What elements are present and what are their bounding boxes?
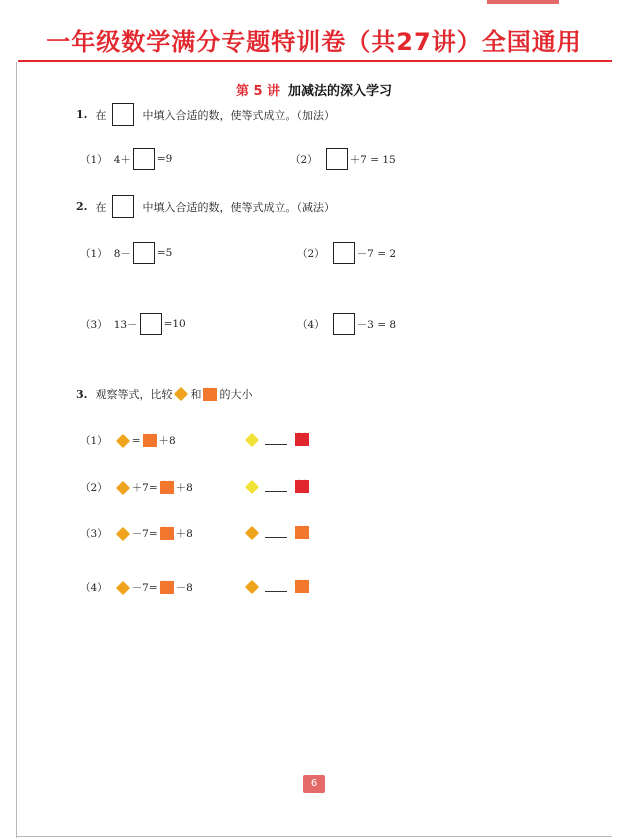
equation-2-2 [297, 242, 396, 264]
equation-label: （2） [80, 482, 108, 494]
heart-icon [295, 580, 309, 593]
answer-box-example [112, 195, 134, 218]
equation-operator: －7= [131, 582, 158, 594]
equation-operator: = [131, 434, 141, 447]
page-frame-bottom [16, 836, 612, 837]
compare-equation-1 [80, 433, 176, 448]
lesson-heading [0, 80, 628, 99]
answer-blank[interactable] [265, 435, 287, 445]
answer-box[interactable] [133, 242, 155, 264]
equation-label: （1） [80, 247, 108, 260]
equation-right: －7 = 2 [356, 247, 397, 260]
equation-label: （4） [297, 318, 325, 331]
diamond-icon [174, 387, 188, 401]
answer-blank[interactable] [265, 482, 287, 492]
equation-operator: －7= [131, 528, 158, 540]
equation-label: （2） [297, 247, 325, 260]
question-text-pre: 在 [95, 108, 107, 122]
answer-blank[interactable] [265, 528, 287, 538]
equation-1-2 [290, 148, 396, 170]
lesson-number: 第 5 讲 [235, 84, 281, 99]
equation-label: （4） [80, 582, 108, 594]
question-text-pre: 观察等式，比较 [95, 388, 173, 401]
page-number: 6 [303, 775, 325, 793]
equation-label: （3） [80, 318, 108, 331]
equation-rest: －8 [175, 582, 193, 594]
question-number: 1. [76, 108, 88, 121]
equation-label: （3） [80, 528, 108, 540]
compare-answer-1 [243, 433, 311, 446]
equation-2-4 [297, 313, 396, 335]
equation-2-3 [80, 313, 186, 335]
compare-answer-4 [243, 580, 311, 593]
equation-rest: ＋8 [158, 435, 176, 447]
question-3 [76, 386, 252, 402]
compare-equation-4 [80, 580, 193, 595]
diamond-icon [116, 580, 130, 594]
top-tab-marker [487, 0, 559, 4]
diamond-icon [245, 525, 259, 539]
question-number: 3. [76, 387, 88, 401]
equation-left: 4＋ [113, 153, 131, 166]
compare-equation-2 [80, 480, 193, 495]
equation-1-1 [80, 148, 172, 170]
answer-box[interactable] [140, 313, 162, 335]
compare-equation-3 [80, 526, 193, 541]
equation-label: （1） [80, 435, 108, 447]
equation-operator: ＋7= [131, 482, 158, 494]
answer-box-example [112, 103, 134, 126]
equation-rest: ＋8 [175, 528, 193, 540]
equation-left: 8－ [113, 247, 131, 260]
compare-answer-3 [243, 526, 311, 539]
answer-box[interactable] [333, 242, 355, 264]
heart-icon [295, 433, 309, 446]
heart-icon [160, 481, 174, 494]
equation-rest: ＋8 [175, 482, 193, 494]
equation-right: －3 = 8 [356, 318, 397, 331]
heart-icon [295, 526, 309, 539]
diamond-icon [116, 526, 130, 540]
equation-2-1 [80, 242, 172, 264]
equation-label: （2） [290, 153, 318, 166]
answer-blank[interactable] [265, 582, 287, 592]
diamond-icon [245, 479, 259, 493]
lesson-title: 加减法的深入学习 [288, 84, 393, 99]
diamond-icon [245, 432, 259, 446]
heart-icon [160, 527, 174, 540]
heart-icon [143, 434, 157, 447]
question-text-post: 中填入合适的数，使等式成立。（减法） [142, 200, 335, 214]
question-number: 2. [76, 200, 88, 213]
diamond-icon [116, 433, 130, 447]
equation-right: =9 [156, 153, 173, 165]
compare-answer-2 [243, 480, 311, 493]
question-text-pre: 在 [95, 200, 107, 214]
equation-right: =10 [163, 318, 186, 330]
diamond-icon [245, 579, 259, 593]
equation-right: ＋7 = 15 [349, 153, 396, 166]
diamond-icon [116, 480, 130, 494]
equation-label: （1） [80, 153, 108, 166]
banner-title: 一年级数学满分专题特训卷（共27讲）全国通用 [46, 28, 582, 56]
answer-box[interactable] [326, 148, 348, 170]
heart-icon [295, 480, 309, 493]
banner-divider [18, 60, 612, 62]
question-text-post: 的大小 [219, 388, 253, 401]
question-1 [76, 103, 335, 126]
equation-left: 13－ [113, 318, 138, 331]
answer-box[interactable] [133, 148, 155, 170]
question-2 [76, 195, 335, 218]
question-text-mid: 和 [190, 388, 202, 401]
equation-right: =5 [156, 247, 173, 259]
question-text-post: 中填入合适的数，使等式成立。（加法） [142, 108, 335, 122]
heart-icon [203, 388, 217, 401]
page-frame-left [16, 62, 17, 838]
heart-icon [160, 581, 174, 594]
answer-box[interactable] [333, 313, 355, 335]
